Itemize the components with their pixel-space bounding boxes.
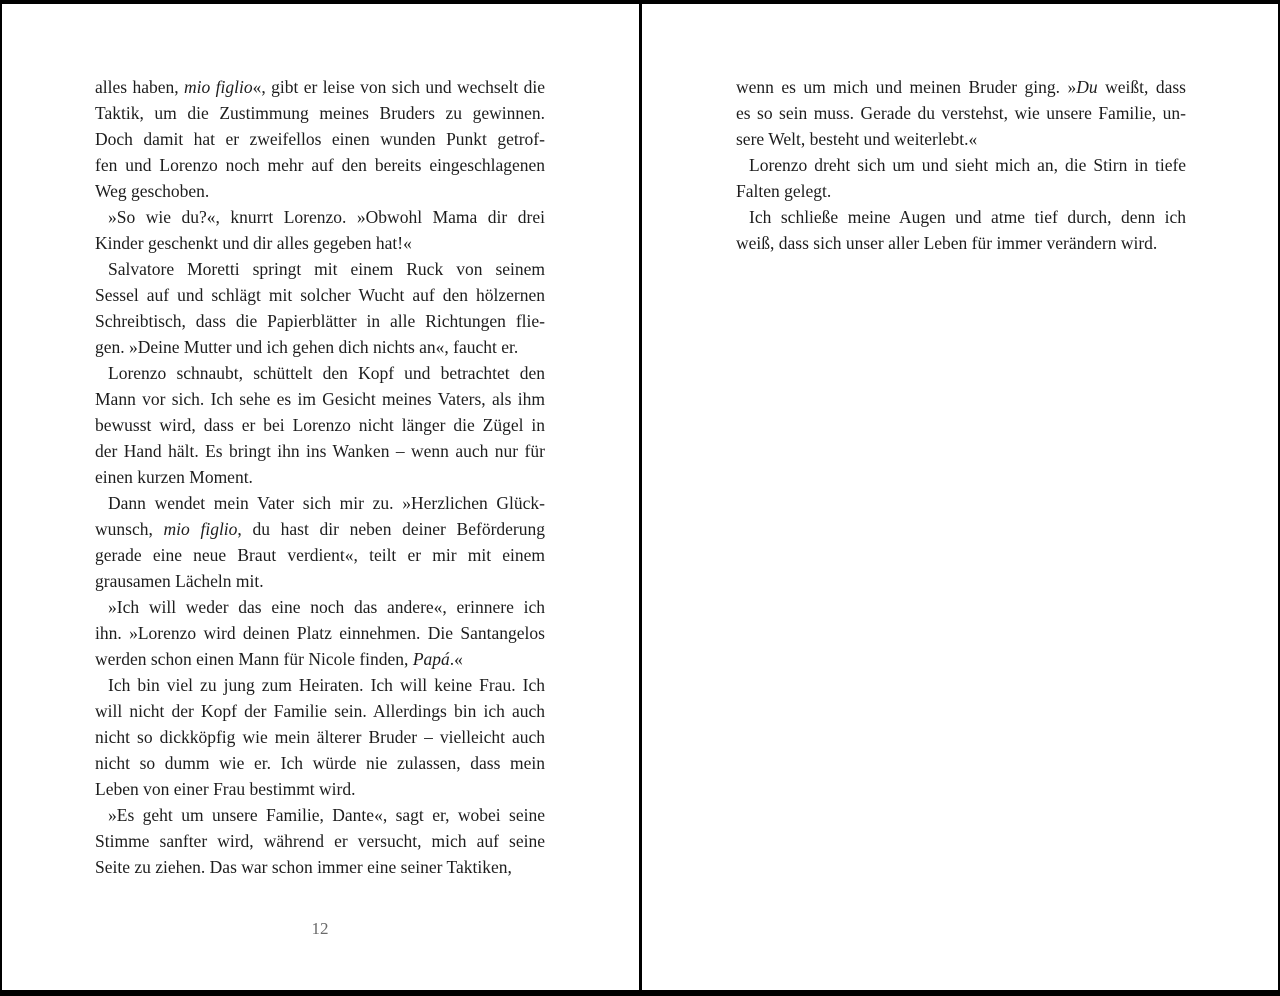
text-line: Falten gelegt. [736,181,832,201]
text-line: Doch damit hat er zweifellos einen wunden Punkt getrof- [95,129,545,149]
left-page-text [95,74,545,880]
text-line: Taktik, um die Zustimmung meines Bruders zu gewinnen. [95,103,546,123]
text-line: der Hand hält. Es bringt ihn ins Wanken – wenn auch nur für [95,441,545,461]
text-line: bewusst wird, dass er bei Lorenzo nicht länger die Zügel in [95,415,546,435]
text-line: sere Welt, besteht und weiterlebt.« [736,129,978,149]
right-page-text [736,74,1186,256]
text-line: alles haben, mio figlio«, gibt er leise von sich und wechselt die [95,77,545,97]
text-line: nicht so dumm wie er. Ich würde nie zulassen, dass mein [95,753,546,773]
text-line: fen und Lorenzo noch mehr auf den bereits eingeschlagenen [95,155,546,175]
text-line: ihn. »Lorenzo wird deinen Platz einnehmen. Die Santangelos [95,623,545,643]
text-line: Mann vor sich. Ich sehe es im Gesicht meines Vaters, als ihm [95,389,545,409]
text-line: Dann wendet mein Vater sich mir zu. »Herzlichen Glück- [108,493,546,513]
text-line: werden schon einen Mann für Nicole finden, Papá.« [95,649,463,669]
text-line: Lorenzo dreht sich um und sieht mich an, die Stirn in tiefe [749,155,1187,175]
text-line: gerade eine neue Braut verdient«, teilt er mir mit einem [95,545,546,565]
text-line: Lorenzo schnaubt, schüttelt den Kopf und betrachtet den [108,363,545,383]
text-line: gen. »Deine Mutter und ich gehen dich nichts an«, faucht er. [95,337,519,357]
text-line: »Es geht um unsere Familie, Dante«, sagt er, wobei seine [108,805,545,825]
text-line: es so sein muss. Gerade du verstehst, wie unsere Familie, un- [736,103,1186,123]
text-line: Salvatore Moretti springt mit einem Ruck von seinem [108,259,546,279]
text-line: Ich schließe meine Augen und atme tief durch, denn ich [749,207,1186,227]
text-line: grausamen Lächeln mit. [95,571,264,591]
text-line: nicht so dickköpfig wie mein älterer Bruder – vielleicht auch [95,727,546,747]
text-line: Ich bin viel zu jung zum Heiraten. Ich will keine Frau. Ich [108,675,545,695]
text-line: Sessel auf und schlägt mit solcher Wucht auf den hölzernen [95,285,545,305]
text-line: Kinder geschenkt und dir alles gegeben hat!« [95,233,412,253]
text-line: Weg geschoben. [95,181,210,201]
text-line: will nicht der Kopf der Familie sein. Allerdings bin ich auch [95,701,546,721]
page-number: 12 [311,919,329,938]
text-line: Schreibtisch, dass die Papierblätter in alle Richtungen flie- [95,311,545,331]
text-line: »So wie du?«, knurrt Lorenzo. »Obwohl Mama dir drei [108,207,545,227]
text-line: Seite zu ziehen. Das war schon immer eine seiner Taktiken, [95,857,512,877]
text-line: wunsch, mio figlio, du hast dir neben deiner Beförderung [95,519,545,539]
text-line: weiß, dass sich unser aller Leben für immer verändern wird. [736,233,1158,253]
text-line: Stimme sanfter wird, während er versucht, mich auf seine [95,831,545,851]
text-line: »Ich will weder das eine noch das andere«, erinnere ich [108,597,545,617]
spread-divider [639,0,642,996]
text-line: Leben von einer Frau bestimmt wird. [95,779,356,799]
text-line: einen kurzen Moment. [95,467,253,487]
text-line: wenn es um mich und meinen Bruder ging. »Du weißt, dass [736,77,1186,97]
page-border-left [0,0,2,996]
